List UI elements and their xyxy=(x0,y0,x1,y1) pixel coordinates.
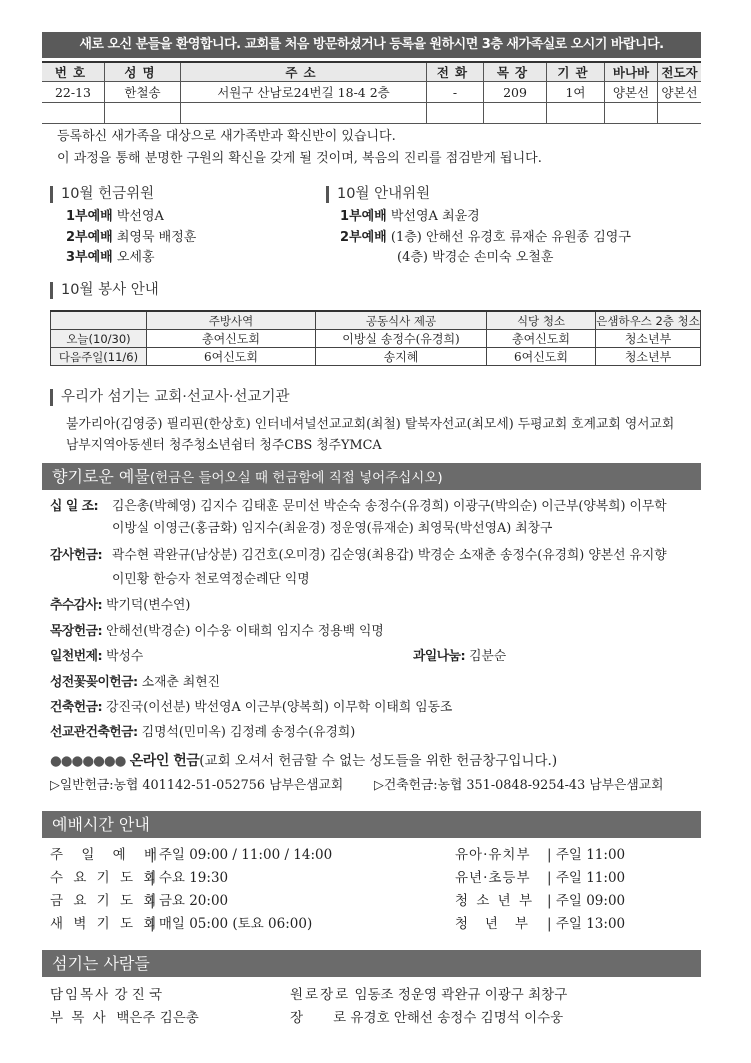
offering-altar xyxy=(50,672,220,693)
harvest-label: 추수감사: xyxy=(50,598,103,613)
worship-row xyxy=(50,891,228,912)
col-number: 번호 xyxy=(42,62,105,82)
service-info-title: 10월 봉사 안내 xyxy=(50,282,159,299)
offering-committee-row xyxy=(66,226,196,245)
missions-title: 우리가 섬기는 교회·선교사·선교기관 xyxy=(50,389,290,406)
worship-row xyxy=(50,914,312,935)
worship-name: 금 요 기 도 회 xyxy=(50,893,160,909)
worship-time: | 금요 20:00 xyxy=(150,893,229,909)
note-line: 이 과정을 통해 분명한 구원의 확신을 갖게 될 것이며, 복음의 진리를 점검받게 됩니다. xyxy=(57,151,542,166)
service-col: 식당 청소 xyxy=(487,311,596,330)
worship-time: | 주일 09:00 xyxy=(547,893,626,909)
guide-committee-row xyxy=(340,205,480,224)
mission-names: 김명석(민미옥) 김정례 송정수(유경희) xyxy=(141,725,356,740)
names: 박선영A 최윤경 xyxy=(390,209,480,224)
thanks-names: 곽수현 곽완규(남상분) 김건호(오미경) 김순영(최용갑) 박경순 소재춘 송정수(유경희) 양본선 유지향 xyxy=(112,548,667,563)
worship-time: | 주일 09:00 / 11:00 / 14:00 xyxy=(150,847,333,863)
cell-address: 서원구 산남로24번길 18-4 2층 xyxy=(181,82,427,103)
offering-pastor xyxy=(50,621,384,642)
build-names: 강진국(이선분) 박선영A 이근부(양복희) 이무학 이태희 임동조 xyxy=(106,700,453,715)
worship-name: 청 년 부 xyxy=(455,916,529,932)
offering-committee-row xyxy=(66,246,155,265)
account-general: ▷일반헌금:농협 401142-51-052756 남부은샘교회 xyxy=(50,778,344,793)
senior-label: 담임목사 xyxy=(50,987,111,1003)
cell-empty xyxy=(547,103,605,124)
names: 박선영A xyxy=(116,209,164,224)
worship-time: | 매일 05:00 (토요 06:00) xyxy=(150,916,313,932)
service-col: 주방사역 xyxy=(147,311,316,330)
registration-notes xyxy=(57,126,542,170)
cell-empty xyxy=(605,103,658,124)
service-col: 공동식사 제공 xyxy=(316,311,487,330)
label: 2부예배 xyxy=(340,230,387,245)
offering-tithe xyxy=(50,496,98,517)
note-line: 등록하신 새가족을 대상으로 새가족반과 확신반이 있습니다. xyxy=(57,129,396,144)
worship-row xyxy=(50,845,332,866)
daily-label: 일천번제: xyxy=(50,649,103,664)
offering-committee-title: 10월 헌금위원 xyxy=(50,186,154,203)
registration-header-row xyxy=(42,62,701,82)
guide-committee-title: 10월 안내위원 xyxy=(326,186,430,203)
service-col: 은샘하우스 2층 청소 xyxy=(596,311,701,330)
daily-names: 박성수 xyxy=(106,649,144,664)
offering-fruit xyxy=(413,646,506,667)
service-cell: 6여신도회 xyxy=(487,348,596,366)
deacons-label: 장 로 xyxy=(290,1010,347,1026)
elders xyxy=(290,985,567,1006)
offering-build xyxy=(50,697,452,718)
service-cell: 이방실 송정수(유경희) xyxy=(316,330,487,348)
cell-empty xyxy=(658,103,702,124)
online-desc: (교회 오셔서 헌금할 수 없는 성도들을 위한 헌금창구입니다.) xyxy=(199,753,558,769)
pastor-label: 목장헌금: xyxy=(50,624,103,639)
registration-table xyxy=(42,61,701,124)
names: 최영묵 배정훈 xyxy=(116,230,197,245)
service-cell: 청소년부 xyxy=(596,330,701,348)
altar-label: 성전꽃꽂이헌금: xyxy=(50,675,138,690)
mission-label: 선교관건축헌금: xyxy=(50,725,138,740)
service-row-label: 다음주일(11/6) xyxy=(51,348,147,366)
fruit-names: 김분순 xyxy=(469,649,507,664)
label: 1부예배 xyxy=(340,209,387,224)
names: (1층) 안해선 유경호 류재순 유원종 김영구 xyxy=(390,230,631,245)
tithe-label: 십 일 조: xyxy=(50,499,99,514)
dots-icon: ●●●●●●● xyxy=(50,753,126,769)
worship-row xyxy=(455,845,625,866)
offerings-title: 향기로운 예물 xyxy=(52,467,150,486)
offering-harvest xyxy=(50,595,190,616)
col-org: 기관 xyxy=(547,62,605,82)
col-evangelist: 전도자 xyxy=(658,62,702,82)
deacons-names: 유경호 안해선 송정수 김명석 이수웅 xyxy=(350,1010,564,1026)
col-address: 주소 xyxy=(181,62,427,82)
names: 오세홍 xyxy=(116,250,155,265)
senior-pastor xyxy=(50,985,162,1006)
service-cell: 송지혜 xyxy=(316,348,487,366)
thanks-label: 감사헌금: xyxy=(50,548,103,563)
table-row xyxy=(42,103,701,124)
associate-pastor xyxy=(50,1008,199,1029)
col-barnabas: 바나바 xyxy=(605,62,658,82)
missions-line: 남부지역아동센터 청주청소년쉼터 청주CBS 청주YMCA xyxy=(66,438,382,453)
service-row-label: 오늘(10/30) xyxy=(51,330,147,348)
assoc-names: 백은주 김은총 xyxy=(116,1010,199,1026)
fruit-label: 과일나눔: xyxy=(413,649,466,664)
service-header-row xyxy=(51,311,701,330)
service-table xyxy=(50,310,701,366)
offerings-subtitle: (헌금은 들어오실 때 헌금함에 직접 넣어주십시오) xyxy=(149,470,443,486)
account-building: ▷건축헌금:농협 351-0848-9254-43 남부은샘교회 xyxy=(374,778,664,793)
worship-time: | 주일 13:00 xyxy=(547,916,626,932)
online-offering xyxy=(50,751,557,772)
welcome-banner: 새로 오신 분들을 환영합니다. 교회를 처음 방문하셨거나 등록을 원하시면 3층 새가족실로 오시기 바랍니다. xyxy=(42,32,701,58)
worship-name: 유년·초등부 xyxy=(455,870,531,886)
cell-number: 22-13 xyxy=(42,82,105,103)
worship-row xyxy=(455,868,625,889)
cell-name: 한철송 xyxy=(105,82,181,103)
online-label: 온라인 헌금 xyxy=(129,753,200,769)
offering-committee-row xyxy=(66,205,164,224)
thanks-names: 이민황 한승자 천로역정순례단 익명 xyxy=(112,572,310,587)
cell-empty xyxy=(427,103,484,124)
service-col-blank xyxy=(51,311,147,330)
cell-org: 1여 xyxy=(547,82,605,103)
worship-name: 수 요 기 도 회 xyxy=(50,870,160,886)
col-name: 성명 xyxy=(105,62,181,82)
cell-empty xyxy=(42,103,105,124)
senior-name: 강 진 국 xyxy=(114,987,163,1003)
offerings-header xyxy=(42,463,701,490)
label: 3부예배 xyxy=(66,250,113,265)
worship-name: 새 벽 기 도 회 xyxy=(50,916,160,932)
guide-committee-row xyxy=(340,226,631,245)
worship-row xyxy=(455,891,625,912)
worship-times-header: 예배시간 안내 xyxy=(42,811,701,838)
cell-group: 209 xyxy=(484,82,547,103)
worship-name: 주 일 예 배 xyxy=(50,847,165,863)
tithe-names: 이방실 이영근(홍금화) 임지수(최윤경) 정운영(류재순) 최영묵(박선영A) 최창구 xyxy=(112,521,553,536)
col-phone: 전화 xyxy=(427,62,484,82)
service-cell: 총여신도회 xyxy=(147,330,316,348)
elders-label: 원로장로 xyxy=(290,987,351,1003)
worship-name: 청 소 년 부 xyxy=(455,893,535,909)
build-label: 건축헌금: xyxy=(50,700,103,715)
col-group: 목장 xyxy=(484,62,547,82)
altar-names: 소재춘 최현진 xyxy=(141,675,220,690)
cell-empty xyxy=(484,103,547,124)
servants-header: 섬기는 사람들 xyxy=(42,950,701,977)
worship-name: 유아·유치부 xyxy=(455,847,531,863)
worship-row xyxy=(50,868,228,889)
service-cell: 청소년부 xyxy=(596,348,701,366)
cell-evangelist: 양본선 xyxy=(658,82,702,103)
service-cell: 총여신도회 xyxy=(487,330,596,348)
worship-time: | 수요 19:30 xyxy=(150,870,229,886)
cell-barnabas: 양본선 xyxy=(605,82,658,103)
guide-committee-row xyxy=(397,246,553,265)
worship-time: | 주일 11:00 xyxy=(547,847,626,863)
assoc-label: 부 목 사 xyxy=(50,1010,108,1026)
cell-empty xyxy=(105,103,181,124)
offering-daily xyxy=(50,646,143,667)
cell-empty xyxy=(181,103,427,124)
worship-row xyxy=(455,914,625,935)
deacons xyxy=(290,1008,563,1029)
table-row xyxy=(42,82,701,103)
tithe-names: 김은총(박혜영) 김지수 김태훈 문미선 박순숙 송정수(유경희) 이광구(박의순) 이근부(양복희) 이무학 xyxy=(112,499,667,514)
offering-mission xyxy=(50,722,355,743)
cell-phone: - xyxy=(427,82,484,103)
elders-names: 임동조 정운영 곽완규 이광구 최창구 xyxy=(354,987,568,1003)
pastor-names: 안해선(박경순) 이수웅 이태희 임지수 정용백 익명 xyxy=(106,624,384,639)
names: (4층) 박경순 손미숙 오철훈 xyxy=(397,250,554,265)
label: 2부예배 xyxy=(66,230,113,245)
table-row xyxy=(51,348,701,366)
missions-line: 불가리아(김영중) 필리핀(한상호) 인터네셔널선교교회(최철) 탈북자선교(최모세) 두평교회 호계교회 영서교회 xyxy=(66,417,675,432)
harvest-names: 박기덕(변수연) xyxy=(106,598,191,613)
table-row xyxy=(51,330,701,348)
offering-thanks xyxy=(50,545,102,566)
label: 1부예배 xyxy=(66,209,113,224)
service-cell: 6여신도회 xyxy=(147,348,316,366)
worship-time: | 주일 11:00 xyxy=(547,870,626,886)
